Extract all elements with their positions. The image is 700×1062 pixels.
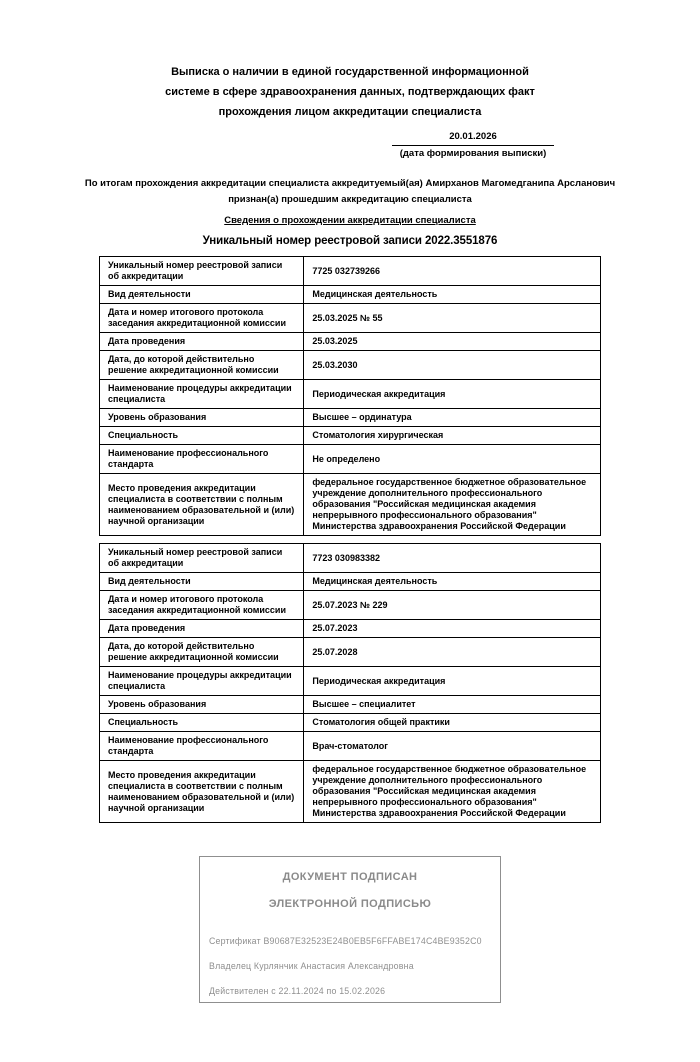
issue-date: 20.01.2026 — [392, 131, 554, 146]
row-value: федеральное государственное бюджетное образовательное учреждение дополнительного профессионального образования "Российская медицинская академия непрерывного профессионального образования" Министерства здравоохранения Российской Федерации — [304, 474, 601, 536]
registry-number-heading: Уникальный номер реестровой записи 2022.3551876 — [202, 235, 498, 247]
document-title-line: Выписка о наличии в единой государственной информационной — [171, 66, 529, 78]
row-label: Наименование профессионального стандарта — [100, 732, 304, 761]
row-value: Врач-стоматолог — [304, 732, 601, 761]
row-value: Высшее – ординатура — [304, 409, 601, 427]
row-value: 7725 032739266 — [304, 257, 601, 286]
row-label: Дата и номер итогового протокола заседания аккредитационной комиссии — [100, 591, 304, 620]
row-label: Вид деятельности — [100, 573, 304, 591]
table-row — [100, 445, 601, 474]
row-label: Место проведения аккредитации специалиста в соответствии с полным наименованием образовательной и (или) научной организации — [100, 761, 304, 823]
digital-signature-stamp — [199, 856, 501, 1003]
row-label: Наименование процедуры аккредитации специалиста — [100, 667, 304, 696]
row-value: 25.03.2025 № 55 — [304, 304, 601, 333]
table-row — [100, 667, 601, 696]
document-title-line: прохождения лицом аккредитации специалиста — [218, 106, 482, 118]
row-label: Уникальный номер реестровой записи об аккредитации — [100, 257, 304, 286]
table-row — [100, 544, 601, 573]
row-label: Дата проведения — [100, 333, 304, 351]
accreditation-table-2 — [99, 543, 601, 823]
row-label: Уровень образования — [100, 409, 304, 427]
row-value: федеральное государственное бюджетное образовательное учреждение дополнительного профессионального образования "Российская медицинская академия непрерывного профессионального образования" Министерства здравоохранения Российской Федерации — [304, 761, 601, 823]
row-value: Не определено — [304, 445, 601, 474]
row-value: Медицинская деятельность — [304, 286, 601, 304]
row-value: 25.07.2023 — [304, 620, 601, 638]
issue-date-block — [392, 131, 554, 159]
row-value: Периодическая аккредитация — [304, 380, 601, 409]
row-value: Медицинская деятельность — [304, 573, 601, 591]
intro-paragraph — [0, 176, 700, 208]
stamp-detail-line: Владелец Курлянчик Анастасия Александровна — [209, 961, 414, 971]
stamp-detail-line: Действителен с 22.11.2024 по 15.02.2026 — [209, 986, 386, 996]
section-heading: Сведения о прохождении аккредитации специалиста — [224, 215, 476, 226]
table-row — [100, 286, 601, 304]
row-label: Дата проведения — [100, 620, 304, 638]
table-row — [100, 427, 601, 445]
row-label: Специальность — [100, 427, 304, 445]
stamp-title-line: ДОКУМЕНТ ПОДПИСАН — [282, 871, 418, 883]
row-label: Наименование профессионального стандарта — [100, 445, 304, 474]
accreditation-table-1 — [99, 256, 601, 536]
row-value: 25.03.2030 — [304, 351, 601, 380]
table-row — [100, 351, 601, 380]
row-label: Место проведения аккредитации специалиста в соответствии с полным наименованием образовательной и (или) научной организации — [100, 474, 304, 536]
row-value: Стоматология общей практики — [304, 714, 601, 732]
row-label: Уникальный номер реестровой записи об аккредитации — [100, 544, 304, 573]
table-row — [100, 761, 601, 823]
issue-date-caption: (дата формирования выписки) — [399, 148, 547, 159]
table-row — [100, 591, 601, 620]
row-value: 25.03.2025 — [304, 333, 601, 351]
intro-line: признан(а) прошедшим аккредитацию специалиста — [228, 194, 472, 205]
row-value: 25.07.2023 № 229 — [304, 591, 601, 620]
document-title — [0, 62, 700, 122]
table-row — [100, 333, 601, 351]
row-value: 7723 030983382 — [304, 544, 601, 573]
row-label: Наименование процедуры аккредитации специалиста — [100, 380, 304, 409]
table-row — [100, 380, 601, 409]
stamp-detail-line: Сертификат B90687E32523E24B0EB5F6FFABE174C4BE9352C0 — [209, 936, 482, 946]
row-value: 25.07.2028 — [304, 638, 601, 667]
row-label: Дата, до которой действительно решение аккредитационной комиссии — [100, 638, 304, 667]
table-row — [100, 696, 601, 714]
table-row — [100, 714, 601, 732]
intro-line: По итогам прохождения аккредитации специалиста аккредитуемый(ая) Амирханов Магомедганипа Арсланович — [84, 178, 616, 189]
row-value: Стоматология хирургическая — [304, 427, 601, 445]
table-row — [100, 732, 601, 761]
table-row — [100, 620, 601, 638]
table-row — [100, 638, 601, 667]
table-row — [100, 409, 601, 427]
row-value: Периодическая аккредитация — [304, 667, 601, 696]
stamp-title-line: ЭЛЕКТРОННОЙ ПОДПИСЬЮ — [268, 898, 432, 910]
document-title-line: системе в сфере здравоохранения данных, подтверждающих факт — [165, 86, 535, 98]
row-label: Специальность — [100, 714, 304, 732]
table-row — [100, 474, 601, 536]
table-row — [100, 573, 601, 591]
stamp-details — [209, 936, 491, 996]
table-row — [100, 304, 601, 333]
row-value: Высшее – специалитет — [304, 696, 601, 714]
row-label: Вид деятельности — [100, 286, 304, 304]
document-page — [0, 62, 700, 1062]
row-label: Дата, до которой действительно решение аккредитационной комиссии — [100, 351, 304, 380]
row-label: Дата и номер итогового протокола заседания аккредитационной комиссии — [100, 304, 304, 333]
table-row — [100, 257, 601, 286]
row-label: Уровень образования — [100, 696, 304, 714]
